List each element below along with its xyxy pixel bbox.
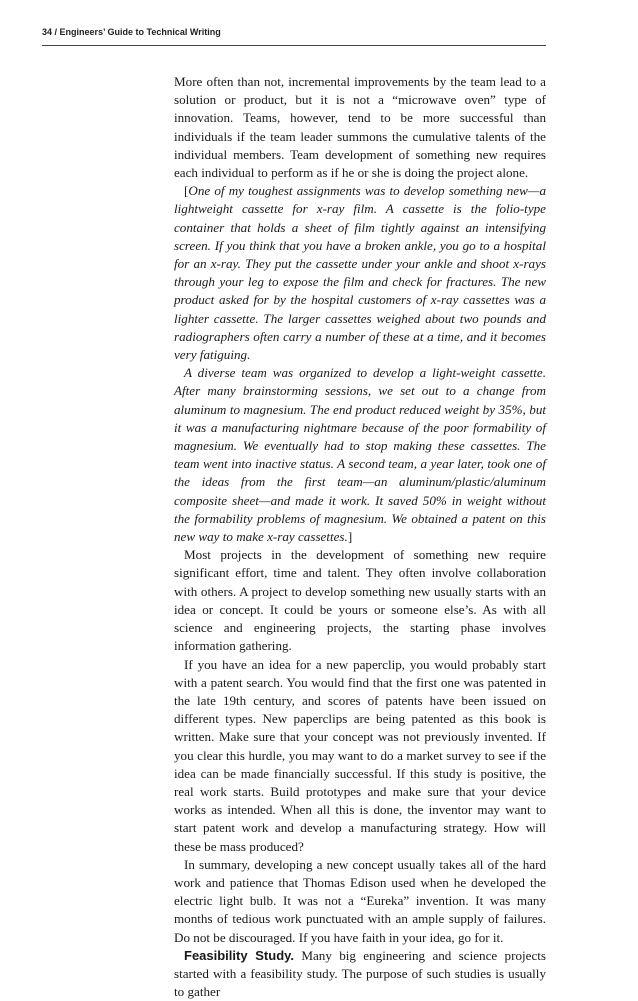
header-rule bbox=[42, 45, 546, 46]
paragraph-7-text: Many big engineering and science projects started with a feasibility study. The purpose of such studies is usually to gather bbox=[174, 947, 546, 1000]
close-bracket: ] bbox=[347, 529, 353, 545]
paragraph-6: In summary, developing a new concept usually takes all of the hard work and patience that Thomas Edison used when he developed the electric light bulb. It was not a “Eureka” invention. It was many months of tedious work punctuated with an ample supply of failures. Do not be discouraged. If you have faith in your idea, go for it. bbox=[174, 856, 546, 945]
running-head: 34 / Engineers’ Guide to Technical Writing bbox=[42, 27, 221, 37]
paragraph-1: More often than not, incremental improvements by the team lead to a solution or product, but it is not a “microwave oven” type of innovation. Teams, however, tend to be more successful than individuals if the team leader summons the cumulative talents of the individual members. Team development of something new requires each individual to perform as if he or she is doing the project alone. bbox=[174, 74, 546, 181]
anecdote-text-2: A diverse team was organized to develop a light-weight cassette. After many brainstorming sessions, we set out to a change from aluminum to magnesium. The end product reduced weight by 35%, but it was a manufacturing nightmare because of the poor formability of magnesium. We eventually had to stop making these cassettes. The team went into inactive status. A second team, a year later, took one of the ideas from the first team—an aluminum/plastic/aluminum composite sheet—and made it work. It saved 50% in weight without the formability problems of magnesium. We obtained a patent on this new way to make x-ray cassettes. bbox=[174, 365, 546, 545]
feasibility-study-heading: Feasibility Study. bbox=[184, 947, 295, 963]
open-bracket: [ bbox=[184, 183, 189, 199]
anecdote-text-1: One of my toughest assignments was to develop something new—a lightweight cassette for x-ray film. A cassette is the folio-type container that holds a sheet of film tightly against an intensifying screen. If you think that you have a broken ankle, you go to a hospital for an x-ray. They put the cassette under your ankle and shoot x-rays through your leg to expose the film and check for fractures. The new product asked for by the hospital customers of x-ray cassettes was a lighter cassette. The larger cassettes weighed about two pounds and radiographers often carry a number of these at a time, and it becomes very fatiguing. bbox=[174, 183, 546, 363]
body-text bbox=[174, 73, 546, 1001]
paragraph-7 bbox=[174, 947, 546, 1001]
paragraph-5: If you have an idea for a new paperclip, you would probably start with a patent search. You would find that the first one was patented in the late 19th century, and scores of patents have been issued on different types. New paperclips are being patented as this book is written. Make sure that your concept was not previously invented. If you clear this hurdle, you may want to do a market survey to see if the idea can be made financially successful. If this study is positive, the real work starts. Build prototypes and make sure that your device works as intended. When all this is done, the inventor may want to start patent work and develop a manufacturing strategy. How will these be mass produced? bbox=[174, 656, 546, 854]
anecdote-paragraph-1 bbox=[174, 182, 546, 364]
paragraph-4: Most projects in the development of something new require significant effort, time and talent. They often involve collaboration with others. A project to develop something new usually starts with an idea or concept. It could be yours or someone else’s. As with all science and engineering projects, the starting phase involves information gathering. bbox=[174, 547, 546, 654]
anecdote-paragraph-2 bbox=[174, 364, 546, 546]
